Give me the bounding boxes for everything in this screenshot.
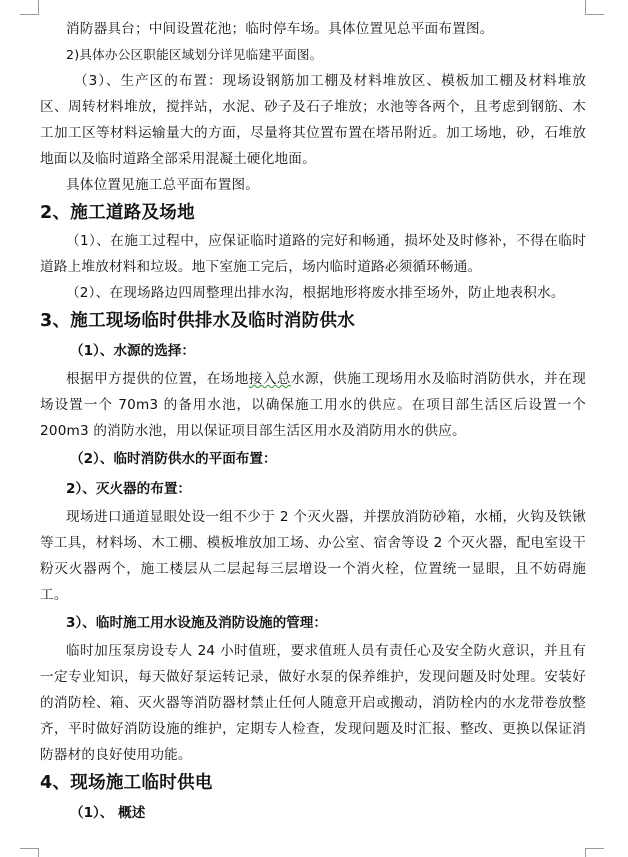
grammar-flagged-text: 接入总 <box>248 371 291 387</box>
paragraph-office-zones: 2)具体办公区职能区域划分详见临建平面图。 <box>66 47 323 62</box>
paragraph-see-plan: 具体位置见施工总平面布置图。 <box>66 177 260 193</box>
subheading-power-overview: （1）、 概述 <box>70 805 146 821</box>
subheading-facility-management: 3）、临时施工用水设施及消防设施的管理： <box>66 615 327 631</box>
water-source-text-a: 根据甲方提供的位置，在场地 <box>66 371 249 387</box>
page-corner-mark-bottom-right <box>585 848 604 857</box>
paragraph-water-source <box>40 366 586 444</box>
paragraph-drainage-ditch: （2）、在现场路边四周整理出排水沟，根据地形将废水排至场外，防止地表积水。 <box>66 285 565 301</box>
heading-water-supply: 3、施工现场临时供排水及临时消防供水 <box>40 311 356 331</box>
paragraph-facility-management: 临时加压泵房设专人 24 小时值班，要求值班人员有责任心及安全防火意识，并且有一定专业知识，每天做好泵运转记录，做好水泵的保养维护，发现问题及时处理。安装好的消防栓、箱、灭火器等消防器材禁止任何人随意开启或搬动，消防栓内的水龙带卷放整齐，平时做好消防设施的维护，定期专人检查，发现问题及时汇报、整改、更换以保证消防器材的良好使用功能。 <box>40 643 586 763</box>
page-corner-mark-top-right <box>585 0 604 15</box>
subheading-water-source: （1）、水源的选择： <box>70 343 196 359</box>
document-body <box>40 16 586 828</box>
heading-roads-and-site: 2、施工道路及场地 <box>40 203 195 223</box>
paragraph-facilities: 消防器具台；中间设置花池；临时停车场。具体位置见总平面布置图。 <box>66 21 494 37</box>
paragraph-extinguisher-layout: 现场进口通道显眼处设一组不少于 2 个灭火器，并摆放消防砂箱，水桶，火钩及铁锹等工具，材料场、木工棚、模板堆放加工场、办公室、宿舍等设 2 个灭火器，配电室设干粉灭火器两个，施工楼层从二层起每三层增设一个消火栓，位置统一显眼，且不妨碍施工。 <box>40 509 586 603</box>
subheading-fire-water-layout: （2）、临时消防供水的平面布置： <box>70 451 277 467</box>
subheading-extinguisher-layout: 2）、灭火器的布置： <box>66 481 192 497</box>
paragraph-road-maintenance: （1）、在施工过程中，应保证临时道路的完好和畅通，损坏处及时修补，不得在临时道路上堆放材料和垃圾。地下室施工完后，场内临时道路必须循环畅通。 <box>40 233 586 275</box>
page-corner-mark-top-left <box>20 0 39 15</box>
paragraph-production-area: （3）、生产区的布置：现场设钢筋加工棚及材料堆放区、模板加工棚及材料堆放区、周转材料堆放，搅拌站，水泥、砂子及石子堆放；水池等各两个，且考虑到钢筋、木工加工区等材料运输量大的方面，尽量将其位置布置在塔吊附近。加工场地，砂，石堆放地面以及临时道路全部采用混凝土硬化地面。 <box>40 73 586 167</box>
water-source-text-b: 水源，供施工现场用水及临时消防供水，并在现场设置一个 70m3 的备用水池，以确保施工用水的供应。在项目部生活区后设置一个 200m3 的消防水池，用以保证项目部生活区用水及消防用水的供应。 <box>40 371 586 439</box>
page-corner-mark-bottom-left <box>20 848 39 857</box>
heading-temporary-power: 4、现场施工临时供电 <box>40 773 213 793</box>
